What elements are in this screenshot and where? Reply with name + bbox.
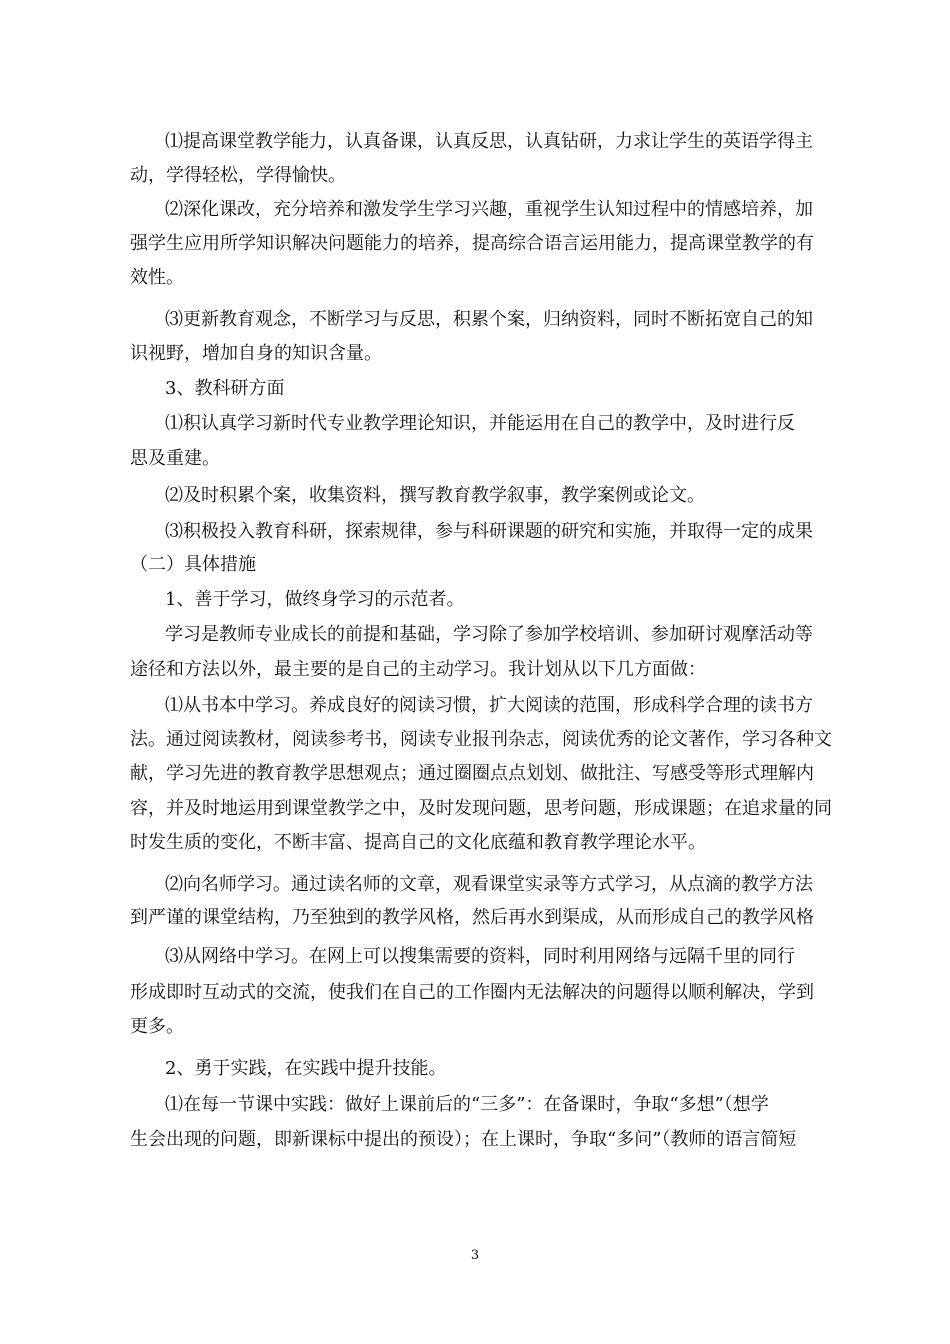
text-line: ⑴从书本中学习。养成良好的阅读习惯，扩大阅读的范围，形成科学合理的读书方 bbox=[165, 695, 813, 716]
text-line: ⑶更新教育观念，不断学习与反思，积累个案，归纳资料，同时不断拓宽自己的知 bbox=[165, 309, 813, 330]
text-line: ⑴在每一节课中实践：做好上课前后的“三多”：在备课时，争取“多想”（想学 bbox=[165, 1094, 769, 1115]
text-line: 时发生质的变化，不断丰富、提高自己的文化底蕴和教育教学理论水平。 bbox=[130, 832, 706, 853]
text-line: 效性。 bbox=[130, 267, 184, 288]
text-line: 法。通过阅读教材，阅读参考书，阅读专业报刊杂志，阅读优秀的论文著作，学习各种文 bbox=[130, 729, 832, 750]
text-line: 强学生应用所学知识解决问题能力的培养，提高综合语言运用能力，提高课堂教学的有 bbox=[130, 233, 814, 254]
text-line: 形成即时互动式的交流，使我们在自己的工作圈内无法解决的问题得以顺利解决，学到 bbox=[130, 982, 814, 1003]
text-line: ⑵深化课改，充分培养和激发学生学习兴趣，重视学生认知过程中的情感培养，加 bbox=[165, 199, 813, 220]
text-line: 识视野，增加自身的知识含量。 bbox=[130, 343, 382, 364]
text-line: ⑴积认真学习新时代专业教学理论知识，并能运用在自己的教学中，及时进行反 bbox=[165, 413, 795, 434]
text-line: 学习是教师专业成长的前提和基础，学习除了参加学校培训、参加研讨观摩活动等 bbox=[165, 624, 813, 645]
page-number: 3 bbox=[470, 1248, 480, 1263]
text-line: 途径和方法以外，最主要的是自己的主动学习。我计划从以下几方面做： bbox=[130, 659, 706, 680]
section-heading: （二）具体措施 bbox=[130, 554, 256, 575]
text-line: ⑵向名师学习。通过读名师的文章，观看课堂实录等方式学习，从点滴的教学方法 bbox=[165, 874, 813, 895]
text-line: 动，学得轻松，学得愉快。 bbox=[130, 165, 346, 186]
section-heading: 3、教科研方面 bbox=[165, 378, 285, 399]
text-line: 容，并及时地运用到课堂教学之中，及时发现问题，思考问题，形成课题；在追求量的同 bbox=[130, 798, 832, 819]
text-line: 思及重建。 bbox=[130, 448, 220, 469]
text-line: ⑴提高课堂教学能力，认真备课，认真反思，认真钻研，力求让学生的英语学得主 bbox=[165, 131, 813, 152]
text-line: ⑶从网络中学习。在网上可以搜集需要的资料，同时利用网络与远隔千里的同行 bbox=[165, 946, 795, 967]
text-line: 生会出现的问题，即新课标中提出的预设）；在上课时，争取“多问”（教师的语言简短 bbox=[130, 1129, 797, 1150]
text-line: 更多。 bbox=[130, 1016, 184, 1037]
section-heading: 1、善于学习，做终身学习的示范者。 bbox=[165, 589, 465, 610]
section-heading: 2、勇于实践，在实践中提升技能。 bbox=[165, 1058, 447, 1079]
text-line: ⑶积极投入教育科研，探索规律，参与科研课题的研究和实施，并取得一定的成果 bbox=[165, 521, 813, 542]
text-line: 到严谨的课堂结构，乃至独到的教学风格，然后再水到渠成，从而形成自己的教学风格 bbox=[130, 907, 814, 928]
text-line: ⑵及时积累个案，收集资料，撰写教育教学叙事，教学案例或论文。 bbox=[165, 485, 705, 506]
text-line: 献，学习先进的教育教学思想观点；通过圈圈点点划划、做批注、写感受等形式理解内 bbox=[130, 763, 814, 784]
